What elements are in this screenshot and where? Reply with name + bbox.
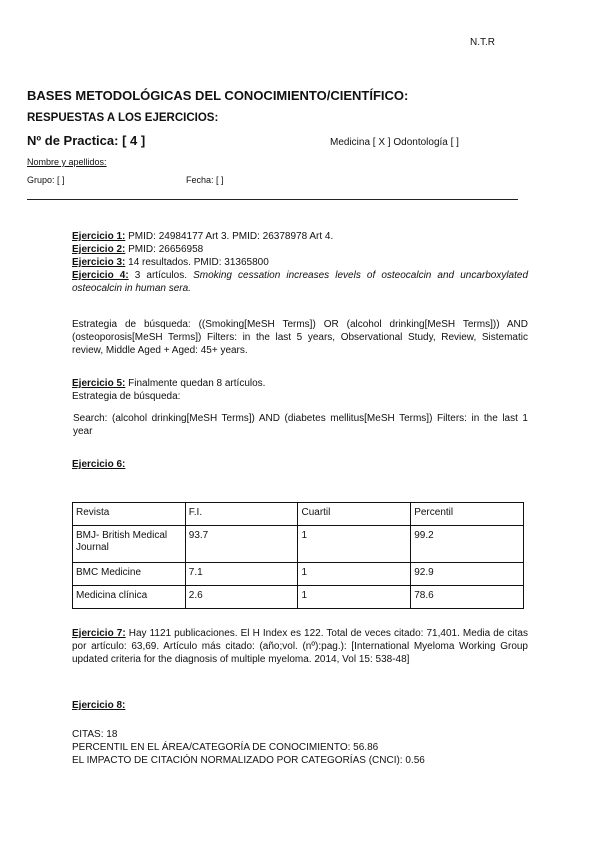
exercise-7-label: Ejercicio 7: xyxy=(72,628,126,639)
exercise-5-label: Ejercicio 5: xyxy=(72,378,126,389)
table-cell: 7.1 xyxy=(185,563,298,586)
author-initials: N.T.R xyxy=(470,37,495,48)
citations-count: CITAS: 18 xyxy=(72,729,118,740)
name-label: Nombre y apellidos: xyxy=(27,157,107,167)
exercise-7 xyxy=(72,627,528,666)
exercise-4-label: Ejercicio 4: xyxy=(72,270,129,281)
exercise-1-label: Ejercicio 1: xyxy=(72,231,126,242)
exercise-5-text: Finalmente quedan 8 artículos. xyxy=(125,378,266,389)
table-cell: Medicina clínica xyxy=(73,586,186,609)
document-title: BASES METODOLÓGICAS DEL CONOCIMIENTO/CIENTÍFICO: xyxy=(27,88,409,103)
exercise-5 xyxy=(72,377,528,403)
table-row xyxy=(73,586,524,609)
table-cell: 78.6 xyxy=(411,586,524,609)
exercise-3-label: Ejercicio 3: xyxy=(72,257,126,268)
exercise-3-text: 14 resultados. PMID: 31365800 xyxy=(125,257,269,268)
table-header-cell: F.I. xyxy=(185,503,298,526)
exercise-5-search: Search: (alcohol drinking[MeSH Terms]) AND (diabetes mellitus[MeSH Terms]) Filters: in the last 1 year xyxy=(73,413,528,437)
table-cell: 92.9 xyxy=(411,563,524,586)
exercise-8-values xyxy=(72,728,528,767)
exercise-6 xyxy=(72,458,528,471)
degree-selection: Medicina [ X ] Odontología [ ] xyxy=(330,137,459,148)
exercise-1 xyxy=(72,230,528,243)
table-row xyxy=(73,563,524,586)
date-field: Fecha: [ ] xyxy=(186,175,224,185)
table-cell: 1 xyxy=(298,563,411,586)
table-header-cell: Percentil xyxy=(411,503,524,526)
table-cell: BMJ- British Medical Journal xyxy=(73,526,186,563)
header-divider xyxy=(27,199,518,200)
exercise-8 xyxy=(72,699,528,712)
table-cell: BMC Medicine xyxy=(73,563,186,586)
exercise-5-strategy-label: Estrategia de búsqueda: xyxy=(72,391,181,402)
exercise-4-strategy: Estrategia de búsqueda: ((Smoking[MeSH Terms]) OR (alcohol drinking[MeSH Terms])) AND (osteoporosis[MeSH Terms]) Filters: in the last 5 years, Observational Study, Review, Sistematic review, Middle Aged + Aged: 45+ years. xyxy=(72,319,528,356)
table-header-row xyxy=(73,503,524,526)
exercise-3 xyxy=(72,256,528,269)
practice-number: Nº de Practica: [ 4 ] xyxy=(27,133,146,148)
table-cell: 99.2 xyxy=(411,526,524,563)
exercise-4-article-title: Smoking cessation increases levels of osteocalcin and uncarboxylated osteocalcin in human sera. xyxy=(72,270,529,294)
exercise-4 xyxy=(72,269,528,295)
cnci-value: EL IMPACTO DE CITACIÓN NORMALIZADO POR CATEGORÍAS (CNCI): 0.56 xyxy=(72,755,425,766)
exercise-8-label: Ejercicio 8: xyxy=(72,700,126,711)
exercise-1-text: PMID: 24984177 Art 3. PMID: 26378978 Art 4. xyxy=(125,231,334,242)
exercises-1-4 xyxy=(72,230,528,295)
exercise-2-text: PMID: 26656958 xyxy=(125,244,204,255)
exercise-2 xyxy=(72,243,528,256)
table-cell: 93.7 xyxy=(185,526,298,563)
exercise-6-label: Ejercicio 6: xyxy=(72,459,126,470)
exercise-2-label: Ejercicio 2: xyxy=(72,244,126,255)
table-header-cell: Revista xyxy=(73,503,186,526)
table-row xyxy=(73,526,524,563)
group-field: Grupo: [ ] xyxy=(27,175,65,185)
document-subtitle: RESPUESTAS A LOS EJERCICIOS: xyxy=(27,112,219,124)
table-cell: 1 xyxy=(298,526,411,563)
table-cell: 1 xyxy=(298,586,411,609)
table-header-cell: Cuartil xyxy=(298,503,411,526)
exercise-4-text: 3 artículos. xyxy=(128,270,194,281)
percentile-value: PERCENTIL EN EL ÁREA/CATEGORÍA DE CONOCIMIENTO: 56.86 xyxy=(72,742,379,753)
table-cell: 2.6 xyxy=(185,586,298,609)
exercise-7-text: Hay 1121 publicaciones. El H Index es 122. Total de veces citado: 71,401. Media de citas por artículo: 63,69. Artículo más citado: (año;vol. (nº):pag.): [International Myeloma Working Group updated criteria for the diagnosis of multiple myeloma. 2014, Vol 15: 538-48] xyxy=(72,628,528,665)
journal-table xyxy=(72,502,524,609)
